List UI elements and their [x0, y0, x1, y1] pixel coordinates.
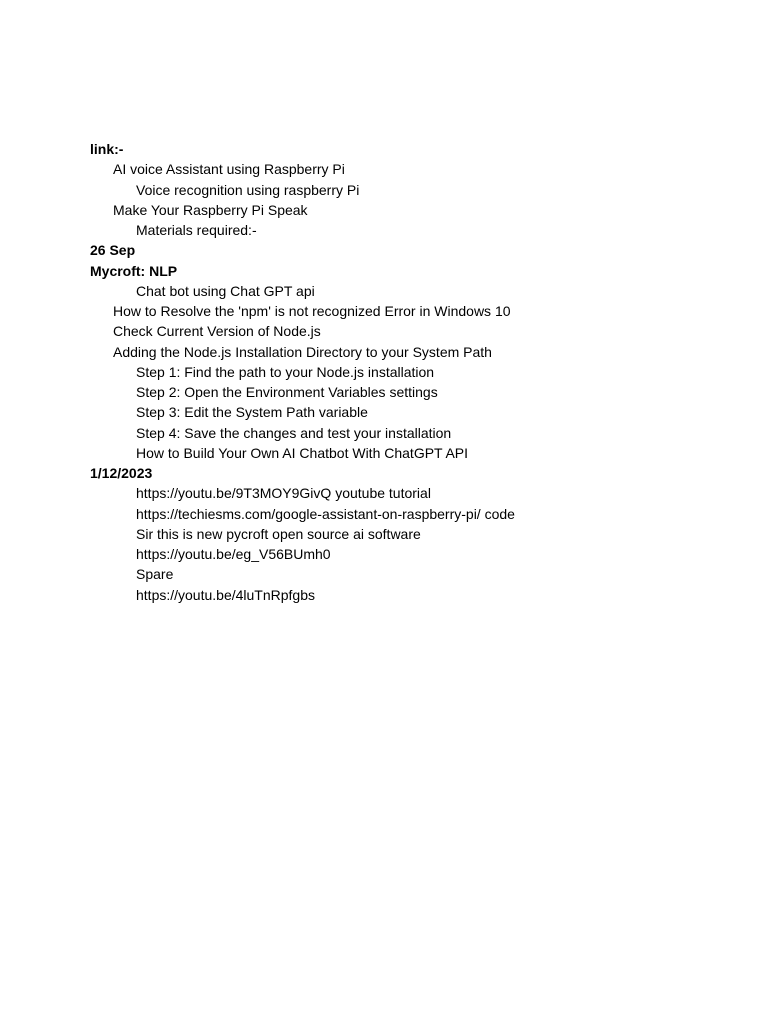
outline-list	[90, 139, 750, 605]
outline-item: https://youtu.be/eg_V56BUmh0	[136, 546, 331, 562]
outline-item: Sir this is new pycroft open source ai software	[136, 525, 421, 542]
section-heading: 26 Sep	[90, 242, 136, 259]
outline-item: Check Current Version of Node.js	[113, 323, 321, 340]
outline-item: Spare	[136, 566, 174, 583]
section-heading: link:-	[90, 141, 124, 157]
outline-item: Adding the Node.js Installation Directory to your System Path	[113, 343, 492, 360]
outline-item: Voice recognition using raspberry Pi	[136, 181, 360, 198]
outline-item: Materials required:-	[136, 222, 257, 238]
section-heading: 1/12/2023	[90, 465, 153, 481]
section-heading: Mycroft: NLP	[90, 262, 178, 279]
outline-item: How to Resolve the 'npm' is not recognized Error in Windows 10	[113, 303, 511, 319]
outline-item: How to Build Your Own AI Chatbot With ChatGPT API	[136, 444, 469, 461]
outline-item: Step 4: Save the changes and test your installation	[136, 424, 452, 441]
outline-item: https://techiesms.com/google-assistant-on-raspberry-pi/ code	[136, 505, 515, 522]
outline-item: Chat bot using Chat GPT api	[136, 282, 315, 299]
outline-item: Step 2: Open the Environment Variables settings	[136, 384, 438, 400]
outline-item: https://youtu.be/4luTnRpfgbs	[136, 586, 315, 603]
outline-item: Step 1: Find the path to your Node.js installation	[136, 363, 435, 380]
outline-item: AI voice Assistant using Raspberry Pi	[113, 161, 345, 178]
outline-item: Step 3: Edit the System Path variable	[136, 404, 368, 421]
outline-item: https://youtu.be/9T3MOY9GivQ youtube tutorial	[136, 485, 431, 502]
outline-item: Make Your Raspberry Pi Speak	[113, 201, 308, 218]
